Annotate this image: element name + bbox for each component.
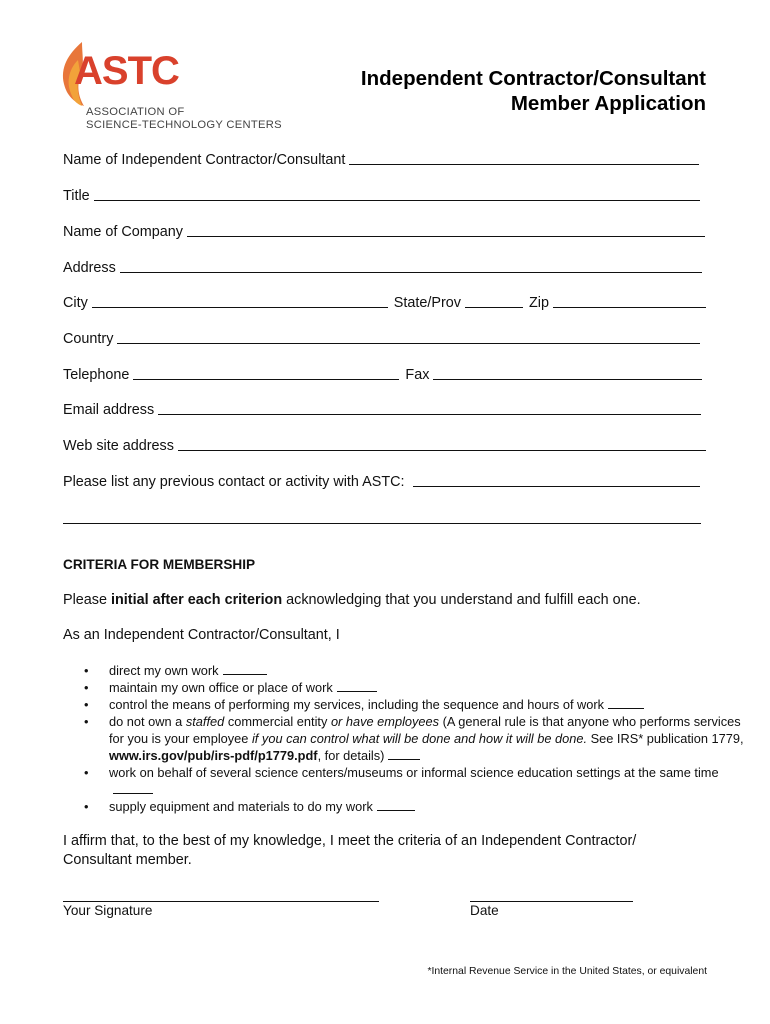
state-label: State/Prov [393, 295, 461, 311]
title-line-1: Independent Contractor/Consultant [360, 67, 706, 90]
footnote: *Internal Revenue Service in the United States, or equivalent [427, 966, 707, 977]
initial-blank[interactable] [608, 708, 644, 709]
name-label: Name of Independent Contractor/Consultant [63, 152, 346, 168]
criterion-text-i: , for details) [317, 748, 385, 763]
company-line[interactable] [187, 236, 705, 237]
city-state-zip-row [63, 295, 706, 311]
criterion-text-g: See IRS* publication 1779, [587, 731, 744, 746]
date-label: Date [470, 903, 499, 918]
bullet-icon: • [84, 697, 89, 712]
criterion-text-f: if you can control what will be done and how it will be done. [251, 731, 588, 746]
astc-logo [60, 40, 290, 136]
bullet-icon: • [84, 680, 89, 695]
criterion-text-d: or have employees [330, 714, 440, 729]
website-line[interactable] [178, 450, 706, 451]
title-line-2: Member Application [510, 92, 706, 115]
criteria-instruction [63, 592, 641, 608]
zip-line[interactable] [553, 307, 706, 308]
criterion-item [84, 713, 759, 764]
signature-label: Your Signature [63, 903, 153, 918]
logo-line-2: SCIENCE-TECHNOLOGY CENTERS [86, 119, 282, 131]
initial-blank[interactable] [113, 793, 153, 794]
bullet-icon: • [84, 799, 89, 814]
bullet-icon: • [84, 663, 89, 678]
criterion-text: maintain my own office or place of work [109, 680, 333, 695]
instruction-pre: Please [63, 592, 111, 608]
criterion-item [84, 764, 759, 798]
date-line[interactable] [470, 901, 633, 902]
criterion-text-a: do not own a [109, 714, 186, 729]
country-label: Country [63, 331, 114, 347]
previous-contact-field[interactable] [63, 474, 700, 490]
initial-blank[interactable] [388, 759, 420, 760]
criterion-text: work on behalf of several science centers/museums or informal science education settings at the same time [109, 765, 719, 780]
criterion-item [84, 798, 759, 815]
fax-line[interactable] [433, 379, 702, 380]
criterion-text: supply equipment and materials to do my work [109, 799, 373, 814]
initial-blank[interactable] [223, 674, 267, 675]
criterion-text-b: staffed [185, 714, 225, 729]
telephone-line[interactable] [133, 379, 399, 380]
email-line[interactable] [158, 414, 701, 415]
criterion-text-c: commercial entity [224, 714, 331, 729]
criteria-intro: As an Independent Contractor/Consultant, I [63, 627, 340, 643]
irs-link[interactable]: www.irs.gov/pub/irs-pdf/p1779.pdf [109, 748, 318, 763]
page-title [361, 66, 706, 116]
telephone-label: Telephone [63, 367, 130, 383]
address-label: Address [63, 260, 116, 276]
signature-line[interactable] [63, 901, 379, 902]
country-line[interactable] [117, 343, 700, 344]
name-line[interactable] [349, 164, 699, 165]
criterion-item [84, 696, 759, 713]
logo-line-1: ASSOCIATION OF [86, 106, 185, 118]
criteria-heading: CRITERIA FOR MEMBERSHIP [63, 557, 256, 572]
zip-label: Zip [529, 295, 549, 311]
bullet-icon: • [84, 765, 89, 780]
company-label: Name of Company [63, 224, 183, 240]
title-field[interactable] [63, 188, 700, 204]
instruction-post: acknowledging that you understand and fulfill each one. [282, 592, 641, 608]
previous-contact-label: Please list any previous contact or activity with ASTC: [63, 474, 405, 490]
criteria-list [63, 662, 759, 815]
email-field[interactable] [63, 402, 701, 418]
state-line[interactable] [465, 307, 523, 308]
initial-blank[interactable] [377, 810, 415, 811]
logo-abbrev: ASTC [74, 49, 179, 93]
previous-contact-line[interactable] [413, 486, 700, 487]
initial-blank[interactable] [337, 691, 377, 692]
address-line[interactable] [120, 272, 702, 273]
criterion-text-e: (A general rule is that anyone who performs services for you is your employee [109, 714, 741, 746]
bullet-icon: • [84, 714, 89, 729]
website-field[interactable] [63, 438, 706, 454]
name-field[interactable] [63, 152, 699, 168]
city-label: City [63, 295, 88, 311]
country-field[interactable] [63, 331, 700, 347]
address-field[interactable] [63, 260, 702, 276]
criterion-item [84, 679, 759, 696]
fax-label: Fax [405, 367, 430, 383]
criterion-text: control the means of performing my services, including the sequence and hours of work [109, 697, 605, 712]
city-line[interactable] [92, 307, 388, 308]
email-label: Email address [63, 402, 155, 418]
criterion-item [84, 662, 759, 679]
affirmation-text: I affirm that, to the best of my knowledge, I meet the criteria of an Independent Contractor/ Consultant member. [63, 833, 637, 868]
previous-contact-line-2[interactable] [63, 523, 701, 524]
company-field[interactable] [63, 224, 705, 240]
instruction-bold: initial after each criterion [111, 592, 283, 608]
title-label: Title [63, 188, 90, 204]
criterion-text: direct my own work [109, 663, 219, 678]
website-label: Web site address [63, 438, 174, 454]
telephone-fax-row [63, 367, 702, 383]
title-line[interactable] [94, 200, 700, 201]
